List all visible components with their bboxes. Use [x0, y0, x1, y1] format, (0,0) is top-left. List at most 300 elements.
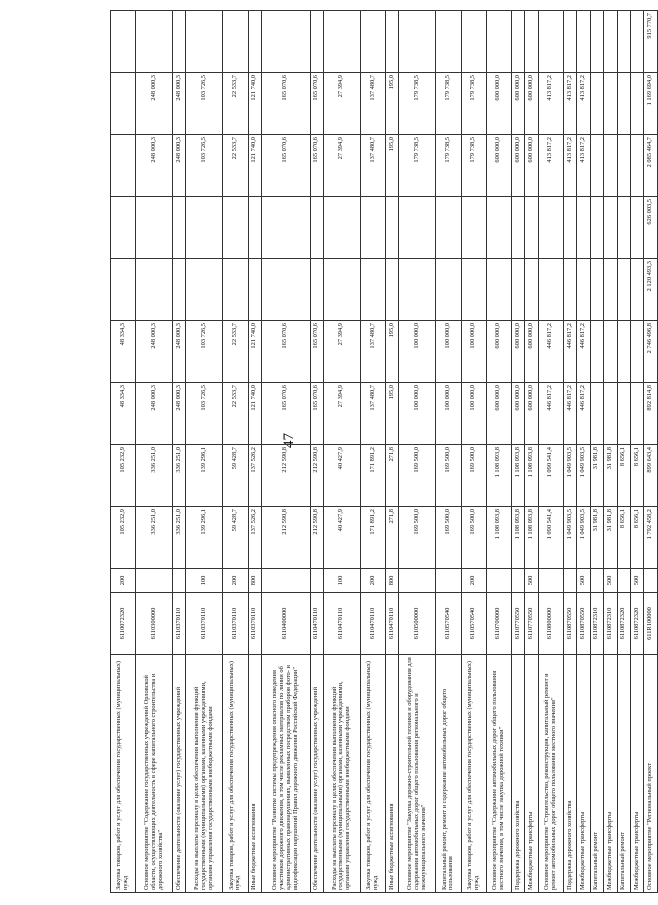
row-amount-cell: 212 590,8 — [310, 444, 323, 506]
row-amount-cell: 446 817,2 — [563, 320, 576, 382]
row-amount-cell: 137 526,2 — [248, 506, 261, 568]
row-amount-cell: 212 590,8 — [261, 444, 310, 506]
row-expense-type-cell: 500 — [525, 568, 538, 592]
row-amount-cell: 600 000,0 — [525, 72, 538, 134]
row-amount-cell: 27 394,9 — [323, 320, 360, 382]
row-amount-cell — [323, 10, 360, 72]
row-amount-cell: 626 003,5 — [644, 196, 658, 258]
row-amount-cell: 22 533,7 — [223, 382, 248, 444]
row-amount-cell: 169 500,0 — [461, 444, 486, 506]
row-amount-cell — [186, 196, 223, 258]
row-amount-cell — [173, 196, 186, 258]
table-row — [461, 10, 486, 892]
row-name-cell: Капитальный ремонт — [590, 654, 603, 892]
row-amount-cell: 413 817,2 — [563, 134, 576, 196]
row-amount-cell — [577, 258, 590, 320]
row-amount-cell: 22 533,7 — [223, 134, 248, 196]
row-amount-cell — [399, 258, 436, 320]
table-row — [538, 10, 563, 892]
row-amount-cell — [486, 258, 511, 320]
row-amount-cell: 600 000,0 — [486, 72, 511, 134]
row-amount-cell — [323, 196, 360, 258]
row-amount-cell: 1 090 541,4 — [538, 444, 563, 506]
row-expense-type-cell: 500 — [630, 568, 643, 592]
row-amount-cell: 413 817,2 — [577, 134, 590, 196]
row-amount-cell: 27 394,9 — [323, 382, 360, 444]
row-amount-cell: 179 738,5 — [461, 134, 486, 196]
row-amount-cell: 59 428,7 — [223, 506, 248, 568]
row-amount-cell — [604, 196, 617, 258]
row-amount-cell — [173, 10, 186, 72]
row-amount-cell: 121 740,0 — [248, 320, 261, 382]
row-expense-type-cell — [511, 568, 524, 592]
row-code-cell: 6110400000 — [261, 592, 310, 654]
row-expense-type-cell — [173, 568, 186, 592]
row-amount-cell — [617, 134, 630, 196]
row-amount-cell: 600 000,0 — [486, 134, 511, 196]
row-amount-cell — [563, 10, 576, 72]
row-name-cell: Основное мероприятие "Содержание автомобильных дорог общего пользования местного значения, в том числе закупка дорожной техники" — [486, 654, 511, 892]
row-amount-cell — [604, 72, 617, 134]
row-amount-cell: 600 000,0 — [525, 320, 538, 382]
row-amount-cell: 600 000,0 — [511, 382, 524, 444]
row-amount-cell: 31 981,8 — [590, 506, 603, 568]
row-amount-cell — [590, 258, 603, 320]
row-amount-cell: 137 480,7 — [360, 382, 385, 444]
row-amount-cell — [590, 72, 603, 134]
row-code-cell: 6110870550 — [563, 592, 576, 654]
row-amount-cell: 899 643,4 — [644, 444, 658, 506]
row-amount-cell: 600 000,0 — [511, 320, 524, 382]
row-code-cell: 6110470110 — [310, 592, 323, 654]
row-amount-cell — [630, 10, 643, 72]
row-amount-cell — [386, 10, 399, 72]
row-amount-cell: 169 500,0 — [436, 444, 461, 506]
row-amount-cell: 22 533,7 — [223, 72, 248, 134]
table-row — [111, 10, 136, 892]
row-name-cell: Межбюджетные трансферты — [604, 654, 617, 892]
row-amount-cell: 103 726,5 — [186, 72, 223, 134]
row-amount-cell: 169 500,0 — [436, 506, 461, 568]
row-expense-type-cell: 800 — [248, 568, 261, 592]
row-expense-type-cell — [310, 568, 323, 592]
row-amount-cell: 248 000,3 — [136, 134, 173, 196]
row-amount-cell: 892 814,8 — [644, 382, 658, 444]
row-amount-cell: 195,0 — [386, 72, 399, 134]
row-amount-cell: 1 108 093,8 — [511, 506, 524, 568]
row-expense-type-cell: 200 — [360, 568, 385, 592]
row-amount-cell — [630, 72, 643, 134]
row-amount-cell: 100 000,0 — [436, 382, 461, 444]
row-code-cell: 6110872320 — [617, 592, 630, 654]
row-amount-cell: 121 740,0 — [248, 382, 261, 444]
row-amount-cell — [538, 196, 563, 258]
row-expense-type-cell: 200 — [223, 568, 248, 592]
row-amount-cell: 1 049 903,5 — [577, 506, 590, 568]
row-amount-cell — [261, 196, 310, 258]
table-row — [563, 10, 576, 892]
row-amount-cell — [511, 258, 524, 320]
row-name-cell: Закупка товаров, работ и услуг для обеспечения государственных (муниципальных) нужд — [360, 654, 385, 892]
table-row — [604, 10, 617, 892]
row-code-cell: 6110370110 — [248, 592, 261, 654]
row-amount-cell — [617, 10, 630, 72]
row-amount-cell: 165 070,6 — [310, 134, 323, 196]
row-amount-cell — [538, 258, 563, 320]
row-name-cell: Основное мероприятие "Содержание государственных учреждений Орловской области, осуществляющих деятельность в сфере капитального строительства и дорожного хозяйства" — [136, 654, 173, 892]
row-amount-cell: 165 070,6 — [261, 320, 310, 382]
table-row — [644, 10, 658, 892]
row-name-cell: Межбюджетные трансферты — [577, 654, 590, 892]
row-amount-cell: 195,0 — [386, 382, 399, 444]
row-expense-type-cell — [563, 568, 576, 592]
row-amount-cell: 100 000,0 — [461, 382, 486, 444]
row-amount-cell: 121 740,0 — [248, 72, 261, 134]
row-amount-cell: 413 817,2 — [538, 134, 563, 196]
row-amount-cell: 105 232,9 — [111, 444, 136, 506]
row-amount-cell: 212 590,8 — [261, 506, 310, 568]
row-amount-cell — [590, 10, 603, 72]
row-amount-cell — [525, 196, 538, 258]
row-amount-cell: 22 533,7 — [223, 320, 248, 382]
row-amount-cell — [136, 258, 173, 320]
row-amount-cell — [486, 196, 511, 258]
row-name-cell: Закупка товаров, работ и услуг для обеспечения государственных (муниципальных) нужд — [223, 654, 248, 892]
row-amount-cell: 271,8 — [386, 444, 399, 506]
row-expense-type-cell — [136, 568, 173, 592]
row-expense-type-cell — [590, 568, 603, 592]
row-amount-cell: 212 590,8 — [310, 506, 323, 568]
budget-table — [110, 10, 658, 893]
row-expense-type-cell — [617, 568, 630, 592]
row-amount-cell: 446 817,2 — [538, 320, 563, 382]
table-body — [111, 10, 658, 892]
row-code-cell: 6110470110 — [323, 592, 360, 654]
row-expense-type-cell: 100 — [186, 568, 223, 592]
row-code-cell: 6110872320 — [630, 592, 643, 654]
row-amount-cell — [310, 10, 323, 72]
row-expense-type-cell: 500 — [604, 568, 617, 592]
row-amount-cell — [461, 196, 486, 258]
row-name-cell: Закупка товаров, работ и услуг для обеспечения государственных (муниципальных) нужд — [111, 654, 136, 892]
row-name-cell: Иные бюджетные ассигнования — [386, 654, 399, 892]
row-expense-type-cell — [261, 568, 310, 592]
row-amount-cell: 171 891,2 — [360, 506, 385, 568]
row-amount-cell — [186, 10, 223, 72]
row-amount-cell: 1 108 093,8 — [511, 444, 524, 506]
row-amount-cell — [111, 196, 136, 258]
row-amount-cell — [486, 10, 511, 72]
row-amount-cell: 103 726,5 — [186, 134, 223, 196]
row-amount-cell — [630, 382, 643, 444]
row-code-cell: 6110872310 — [604, 592, 617, 654]
row-amount-cell: 8 656,1 — [617, 444, 630, 506]
row-amount-cell: 100 000,0 — [399, 382, 436, 444]
row-amount-cell: 165 070,6 — [261, 134, 310, 196]
row-amount-cell: 248 000,3 — [173, 72, 186, 134]
row-amount-cell: 100 000,0 — [461, 320, 486, 382]
row-amount-cell — [590, 196, 603, 258]
row-amount-cell — [399, 10, 436, 72]
table-row — [525, 10, 538, 892]
row-amount-cell: 31 981,8 — [590, 444, 603, 506]
row-amount-cell: 336 251,0 — [173, 444, 186, 506]
row-amount-cell — [136, 196, 173, 258]
row-code-cell: 6110370110 — [186, 592, 223, 654]
row-amount-cell: 1 169 694,0 — [644, 72, 658, 134]
row-amount-cell — [186, 258, 223, 320]
row-amount-cell: 31 981,8 — [604, 506, 617, 568]
row-amount-cell: 1 108 093,8 — [486, 506, 511, 568]
row-amount-cell: 179 738,5 — [399, 72, 436, 134]
row-amount-cell — [261, 10, 310, 72]
row-amount-cell — [360, 10, 385, 72]
row-amount-cell — [590, 134, 603, 196]
row-amount-cell: 179 738,5 — [461, 72, 486, 134]
row-amount-cell — [111, 134, 136, 196]
row-amount-cell: 100 000,0 — [436, 320, 461, 382]
row-amount-cell: 915 770,7 — [644, 10, 658, 72]
row-amount-cell: 2 120 493,3 — [644, 258, 658, 320]
row-amount-cell — [590, 382, 603, 444]
row-amount-cell — [111, 72, 136, 134]
row-amount-cell: 2 085 464,7 — [644, 134, 658, 196]
row-amount-cell: 195,0 — [386, 320, 399, 382]
row-expense-type-cell: 200 — [111, 568, 136, 592]
row-amount-cell: 137 480,7 — [360, 320, 385, 382]
row-amount-cell — [111, 258, 136, 320]
row-amount-cell: 1 049 903,5 — [563, 444, 576, 506]
row-amount-cell: 446 817,2 — [577, 382, 590, 444]
row-amount-cell — [604, 134, 617, 196]
row-amount-cell — [617, 72, 630, 134]
row-code-cell: 6110872310 — [590, 592, 603, 654]
table-row — [486, 10, 511, 892]
row-amount-cell: 1 049 903,5 — [563, 506, 576, 568]
row-expense-type-cell — [436, 568, 461, 592]
row-amount-cell: 137 480,7 — [360, 72, 385, 134]
row-amount-cell — [630, 134, 643, 196]
row-amount-cell — [248, 258, 261, 320]
row-name-cell: Расходы на выплаты персоналу в целях обеспечения выполнения функций государственными (муниципальными) органами, казенными учреждениями, органами управления государственными внебюджетными фондами — [186, 654, 223, 892]
row-name-cell: Основное мероприятие "Закупка дорожно-строительной техники и оборудования для содержания автомобильных дорог общего пользования регионального и межмуниципального значения" — [399, 654, 436, 892]
row-amount-cell: 336 251,0 — [136, 506, 173, 568]
row-amount-cell: 121 740,0 — [248, 134, 261, 196]
row-amount-cell: 179 738,5 — [399, 134, 436, 196]
row-amount-cell: 2 746 496,8 — [644, 320, 658, 382]
row-amount-cell: 100 000,0 — [399, 320, 436, 382]
row-amount-cell — [261, 258, 310, 320]
row-expense-type-cell: 200 — [461, 568, 486, 592]
row-code-cell: 6110370110 — [173, 592, 186, 654]
row-amount-cell: 336 251,0 — [173, 506, 186, 568]
row-amount-cell — [538, 10, 563, 72]
row-name-cell: Основное мероприятие "Строительство, реконструкция, капитальный ремонт и ремонт автомобильных дорог общего пользования местного значения" — [538, 654, 563, 892]
row-amount-cell: 169 500,0 — [399, 444, 436, 506]
row-amount-cell — [604, 10, 617, 72]
row-amount-cell: 1 090 541,4 — [538, 506, 563, 568]
row-amount-cell: 105 232,9 — [111, 506, 136, 568]
table-row — [186, 10, 223, 892]
row-code-cell: 611R100000 — [644, 592, 658, 654]
row-name-cell: Межбюджетные трансферты — [525, 654, 538, 892]
row-amount-cell: 600 000,0 — [486, 320, 511, 382]
row-amount-cell: 1 108 093,8 — [525, 506, 538, 568]
row-name-cell: Иные бюджетные ассигнования — [248, 654, 261, 892]
table-row — [223, 10, 248, 892]
row-expense-type-cell: 800 — [386, 568, 399, 592]
row-amount-cell — [563, 196, 576, 258]
table-row — [399, 10, 436, 892]
row-expense-type-cell — [486, 568, 511, 592]
row-amount-cell — [111, 10, 136, 72]
row-amount-cell: 169 500,0 — [399, 506, 436, 568]
row-amount-cell — [604, 320, 617, 382]
row-amount-cell: 165 070,6 — [261, 72, 310, 134]
row-amount-cell: 139 296,1 — [186, 506, 223, 568]
table-row — [310, 10, 323, 892]
row-expense-type-cell — [644, 568, 658, 592]
row-amount-cell: 169 500,0 — [461, 506, 486, 568]
row-amount-cell: 413 817,2 — [538, 72, 563, 134]
table-row — [386, 10, 399, 892]
row-amount-cell: 179 738,5 — [436, 134, 461, 196]
row-amount-cell — [511, 196, 524, 258]
row-amount-cell — [630, 196, 643, 258]
row-amount-cell — [461, 10, 486, 72]
row-amount-cell — [617, 258, 630, 320]
row-amount-cell: 48 334,3 — [111, 382, 136, 444]
row-amount-cell: 40 427,9 — [323, 506, 360, 568]
row-amount-cell: 336 251,0 — [136, 444, 173, 506]
row-code-cell: 6110500000 — [399, 592, 436, 654]
row-amount-cell: 48 334,3 — [111, 320, 136, 382]
row-amount-cell: 248 000,3 — [173, 382, 186, 444]
row-amount-cell — [563, 258, 576, 320]
row-amount-cell: 165 070,6 — [310, 320, 323, 382]
row-expense-type-cell: 500 — [577, 568, 590, 592]
row-amount-cell — [525, 10, 538, 72]
row-name-cell: Капитальный ремонт, ремонт и содержание автомобильных дорог общего пользования — [436, 654, 461, 892]
row-amount-cell: 248 000,3 — [136, 72, 173, 134]
budget-table-wrap — [110, 13, 658, 893]
row-amount-cell: 1 049 903,5 — [577, 444, 590, 506]
row-amount-cell — [577, 10, 590, 72]
row-amount-cell: 413 817,2 — [563, 72, 576, 134]
row-name-cell: Капитальный ремонт — [617, 654, 630, 892]
row-amount-cell: 600 000,0 — [511, 134, 524, 196]
row-amount-cell: 103 726,5 — [186, 320, 223, 382]
row-amount-cell — [136, 10, 173, 72]
row-code-cell: 6110570540 — [461, 592, 486, 654]
row-amount-cell — [617, 196, 630, 258]
row-amount-cell — [248, 10, 261, 72]
row-amount-cell — [604, 258, 617, 320]
row-name-cell: Основное мероприятие "Региональный проект — [644, 654, 658, 892]
row-amount-cell: 600 000,0 — [525, 382, 538, 444]
row-amount-cell: 165 070,6 — [261, 382, 310, 444]
row-code-cell: 6110570540 — [436, 592, 461, 654]
row-amount-cell: 1 108 093,8 — [525, 444, 538, 506]
row-amount-cell — [590, 320, 603, 382]
row-amount-cell: 248 000,3 — [136, 320, 173, 382]
row-amount-cell: 446 817,2 — [577, 320, 590, 382]
table-row — [577, 10, 590, 892]
row-code-cell: 6110300000 — [136, 592, 173, 654]
row-amount-cell: 600 000,0 — [525, 134, 538, 196]
table-row — [630, 10, 643, 892]
row-amount-cell: 248 000,3 — [173, 320, 186, 382]
row-amount-cell — [577, 196, 590, 258]
row-name-cell: Поддержка дорожного хозяйства — [511, 654, 524, 892]
row-amount-cell — [617, 382, 630, 444]
row-amount-cell — [223, 196, 248, 258]
row-code-cell: 6110770550 — [525, 592, 538, 654]
row-amount-cell: 1 108 093,8 — [486, 444, 511, 506]
row-amount-cell — [173, 258, 186, 320]
row-amount-cell — [436, 196, 461, 258]
row-amount-cell: 413 817,2 — [577, 72, 590, 134]
row-amount-cell: 137 526,2 — [248, 444, 261, 506]
row-amount-cell — [360, 196, 385, 258]
row-amount-cell — [248, 196, 261, 258]
row-amount-cell: 171 891,2 — [360, 444, 385, 506]
row-amount-cell: 248 000,3 — [136, 382, 173, 444]
row-amount-cell — [310, 258, 323, 320]
row-amount-cell: 103 726,5 — [186, 382, 223, 444]
row-amount-cell: 600 000,0 — [511, 72, 524, 134]
row-amount-cell — [386, 196, 399, 258]
page-number: 47 — [281, 433, 297, 448]
row-amount-cell: 600 000,0 — [486, 382, 511, 444]
row-amount-cell: 27 394,9 — [323, 134, 360, 196]
row-amount-cell — [310, 196, 323, 258]
row-code-cell: 6110072320 — [111, 592, 136, 654]
row-amount-cell: 446 817,2 — [563, 382, 576, 444]
row-amount-cell — [630, 258, 643, 320]
row-code-cell: 6110370110 — [223, 592, 248, 654]
row-amount-cell: 179 738,5 — [436, 72, 461, 134]
row-code-cell: 6110870550 — [577, 592, 590, 654]
row-amount-cell — [436, 10, 461, 72]
table-row — [173, 10, 186, 892]
row-name-cell: Закупка товаров, работ и услуг для обеспечения государственных (муниципальных) нужд — [461, 654, 486, 892]
table-row — [360, 10, 385, 892]
row-name-cell: Обеспечение деятельности (оказание услуг) государственных учреждений — [310, 654, 323, 892]
row-amount-cell: 165 070,6 — [310, 72, 323, 134]
row-amount-cell — [223, 258, 248, 320]
row-name-cell: Межбюджетные трансферты — [630, 654, 643, 892]
row-amount-cell: 8 656,1 — [617, 506, 630, 568]
row-amount-cell: 137 480,7 — [360, 134, 385, 196]
row-amount-cell — [223, 10, 248, 72]
row-amount-cell: 248 000,3 — [173, 134, 186, 196]
row-amount-cell: 446 817,2 — [538, 382, 563, 444]
row-amount-cell: 139 296,1 — [186, 444, 223, 506]
row-code-cell: 6110770550 — [511, 592, 524, 654]
row-expense-type-cell — [399, 568, 436, 592]
row-expense-type-cell: 100 — [323, 568, 360, 592]
row-name-cell: Поддержка дорожного хозяйства — [563, 654, 576, 892]
row-amount-cell: 1 792 458,2 — [644, 506, 658, 568]
row-amount-cell: 59 428,7 — [223, 444, 248, 506]
table-row — [511, 10, 524, 892]
row-amount-cell: 8 656,1 — [630, 506, 643, 568]
row-name-cell: Обеспечение деятельности (оказание услуг) государственных учреждений — [173, 654, 186, 892]
table-row — [261, 10, 310, 892]
row-code-cell: 6110470110 — [360, 592, 385, 654]
row-code-cell: 6110470110 — [386, 592, 399, 654]
